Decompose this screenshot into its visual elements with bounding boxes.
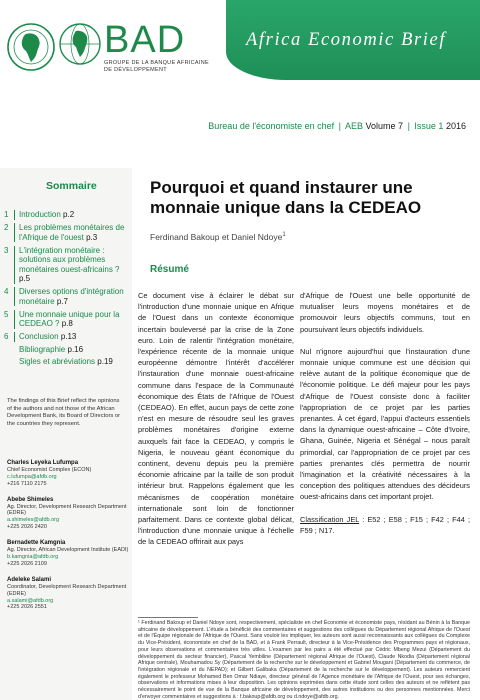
- abstract-paragraph: Nul n'ignore aujourd'hui que l'instauration d'une monnaie unique commune est une décision qui relève autant de la politique économique que de l'économie politique. Le défi majeur pour les pays d'Afrique de l'Ouest consiste donc à faciliter l'appropriation de ce projet par les parties prenantes. À cet égard, l'appui d'acteurs essentiels dans la dynamique ouest-africaine – Côte d'Ivoire, Ghana, Guinée, Nigeria et Sénégal – nous paraît primordial, car l'appropriation de ce projet par ces parties prenantes clés permettra de nourrir l'imagination et la créativité nécessaires à la conception des politiques attendues des décideurs ouest-africains dans cet important projet.: [300, 346, 470, 502]
- afdb-globe-logo-icon: [6, 22, 56, 72]
- contact-phone: +216 7110 2175: [7, 480, 47, 487]
- toc-divider: [14, 287, 15, 306]
- toc-title: Introduction: [19, 210, 61, 219]
- footnote-text: ¹ Ferdinand Bakoup et Daniel Ndoye sont, respectivement, spécialiste en chef Économie et économiste pays, résidant au Bénin à la Banque africaine de développement. L'étude a bénéficié des commentaires et suggestions des collègues du Département régional Afrique de l'Ouest et de l'Équipe régionale de l'Afrique de l'Ouest. Sans vouloir les impliquer, les auteurs sont aussi reconnaissants aux collègues du Complexe du Vice-Président, économiste en chef de la BAD, et à Frank Perrault, directeur à la Vice-Présidence des Programmes pays et régionaux, pour leurs observations et commentaires très utiles. L'examen par les pairs a été effectué par Cédric Mbeng Mezui (Département du développement du secteur financier), Pascal Yembiline (Département régional Afrique de l'Ouest), Claude Nkodia (Département régional Afrique centrale), Mouhamadou Sy (Département de la recherche sur le développement et Gabriel Mougani (Département du commerce, de l'intégration régionale et du NEPAD); et Gilbert Galibaka (Département de la recherche sur le développement). Les auteurs remercient également le professeur Mohamed Ben Omar Ndiaye, directeur général de l'Agence monétaire de l'Afrique de l'Ouest, pour ses échanges, observations et informations mises à leur disposition. Les opinions exprimées dans cette étude sont celles des auteurs et ne reflètent pas nécessairement le point de vue de la Banque africaine de développement, des autres institutions ou des personnes mentionnées. Merci d'envoyer commentaires et suggestions à : f.bakoup@afdb.org ou d.ndoye@afdb.org.: [138, 620, 470, 700]
- abstract-paragraph: Ce document vise à éclairer le débat sur l'introduction d'une monnaie unique en Afrique de l'Ouest dans un contexte économique incertain bouleversé par la crise de la Zone euro. Loin de ralentir l'intégration monétaire, l'expérience récente de la monnaie unique européenne démontre l'intérêt d'accélérer l'instauration d'une monnaie ouest-africaine commune dans l'espace de la Communauté économique des États de l'Afrique de l'Ouest (CEDEAO). En effet, aucun pays de cette zone n'est en mesure de résoudre seul les graves problèmes monétaires d'origine externe auxquels fait face la CEDEAO, y compris le Nigeria, le nouveau géant économique du continent, devenu depuis peu la première économie africaine par la taille de son produit intérieur brut. Rappelons également que les mécanismes de coopération monétaire internationale sont loin de fonctionner parfaitement. Dans ce contexte global délicat, l'introduction d'une monnaie unique à l'échelle de la CEDEAO offrirait aux pays: [138, 291, 294, 547]
- org-short-name: BAD: [104, 19, 186, 61]
- toc-item[interactable]: [4, 287, 130, 306]
- toc-number: 1: [4, 210, 9, 219]
- contacts-list: [7, 460, 129, 620]
- toc-page: p.7: [56, 296, 68, 306]
- contact-email-link[interactable]: b.kamgnia@afdb.org: [7, 553, 59, 560]
- contact-name: Charles Leyeka Lufumpa: [7, 460, 79, 466]
- jel-classification: [300, 514, 470, 536]
- contact-email-link[interactable]: a.shimeles@afdb.org: [7, 517, 60, 524]
- contact-role: Chief Economist Complex (ECON): [7, 466, 92, 473]
- issue-label: Issue 1: [414, 121, 444, 131]
- bad-globe-logo-icon: [58, 22, 102, 66]
- page-header: [0, 0, 480, 90]
- sommaire-heading: Sommaire: [46, 180, 97, 192]
- authors-footnote-marker[interactable]: 1: [282, 232, 286, 239]
- toc-page: p.8: [61, 319, 73, 328]
- toc-number: 2: [4, 223, 9, 232]
- contact-card: [7, 577, 129, 612]
- toc-extra-item[interactable]: [19, 357, 130, 367]
- abstract-column-left: [138, 290, 294, 559]
- toc-title: Sigles et abréviations: [19, 356, 96, 366]
- contact-email-link[interactable]: c.lufumpa@afdb.org: [7, 473, 57, 480]
- toc-title: L'intégration monétaire : solutions aux problèmes monétaires ouest-africains ?: [19, 245, 120, 274]
- contact-role: Coordinator, Development Research Department (EDRE): [7, 583, 127, 597]
- bureau-label: Bureau de l'économiste en chef: [208, 121, 335, 131]
- contact-role: Ag. Director, African Development Institute (EADI): [7, 547, 129, 554]
- toc-divider: [14, 332, 15, 342]
- toc-number: 6: [4, 332, 9, 341]
- toc-item[interactable]: [4, 223, 130, 242]
- contact-card: [7, 497, 129, 532]
- toc-page: p.5: [19, 274, 31, 283]
- toc-divider: [14, 210, 15, 220]
- toc-title: Conclusion: [19, 332, 59, 341]
- contact-name: Adeleke Salami: [7, 576, 52, 583]
- toc-title: Bibliographie: [19, 345, 66, 354]
- toc-page: p.19: [97, 356, 113, 366]
- toc-page: p.2: [63, 210, 75, 219]
- contact-card: [7, 540, 129, 568]
- contact-phone: +225 2026 2109: [7, 560, 47, 567]
- series-label: AEB: [344, 121, 363, 131]
- toc-title: Diverses options d'intégration monétaire: [19, 287, 124, 306]
- toc-extra-item[interactable]: [19, 345, 130, 355]
- toc-title: Les problèmes monétaires de l'Afrique de l'ouest: [19, 223, 125, 242]
- contact-phone: +225 2026 2551: [7, 604, 47, 611]
- contact-card: [7, 460, 129, 488]
- contact-name: Bernadette Kamgnia: [7, 540, 66, 547]
- toc-page: p.16: [67, 345, 84, 354]
- contact-email-link[interactable]: a.salami@afdb.org: [7, 597, 54, 604]
- toc-divider: [14, 223, 15, 242]
- issue-meta-line: Bureau de l'économiste en chef | AEB Volume 7 | Issue 1 2016: [208, 121, 466, 131]
- authors-line: [150, 232, 286, 242]
- toc-divider: [14, 246, 15, 284]
- jel-codes: : E52 ; E58 ; F15 ; F42 ; F44 ; F59 ; N17.: [300, 514, 470, 535]
- toc-page: p.13: [60, 332, 77, 341]
- contact-role: Ag. Director, Development Research Department (EDRE): [7, 503, 127, 517]
- toc-item[interactable]: [4, 310, 130, 329]
- toc-title: Une monnaie unique pour la CEDEAO ?: [19, 309, 120, 328]
- brief-series-title: Africa Economic Brief: [246, 30, 447, 50]
- volume-label: Volume 7: [365, 121, 404, 131]
- toc-divider: [14, 310, 15, 329]
- contact-phone: +225 2026 2420: [7, 524, 47, 531]
- jel-label: Classification JEL: [300, 514, 360, 524]
- year-label: 2016: [445, 121, 466, 131]
- contact-name: Abebe Shimeles: [7, 496, 54, 503]
- page-title: Pourquoi et quand instaurer une monnaie unique dans la CEDEAO: [150, 178, 422, 217]
- abstract-paragraph: d'Afrique de l'Ouest une belle opportunité de mutualiser leurs moyens monétaires et de promouvoir leurs objectifs communs, tout en poursuivant leurs objectifs individuels.: [300, 291, 470, 334]
- toc-item[interactable]: [4, 332, 130, 342]
- authors-names: Ferdinand Bakoup et Daniel Ndoye: [150, 232, 283, 242]
- footnote-divider: [138, 617, 198, 618]
- toc-number: 4: [4, 287, 9, 296]
- toc-number: 3: [4, 245, 9, 255]
- toc-page: p.3: [86, 232, 98, 242]
- abstract-column-right: [300, 290, 470, 547]
- org-full-name: GROUPE DE LA BANQUE AFRICAINE DE DÉVELOPPEMENT: [104, 60, 209, 73]
- resume-heading: Résumé: [150, 264, 189, 275]
- toc-number: 5: [4, 309, 9, 319]
- table-of-contents: [4, 210, 130, 368]
- toc-item[interactable]: [4, 210, 130, 220]
- disclaimer-text: The findings of this Brief reflect the opinions of the authors and not those of the African Development Bank, its Board of Directors or the countries they represent.: [7, 398, 121, 427]
- toc-item[interactable]: [4, 246, 130, 284]
